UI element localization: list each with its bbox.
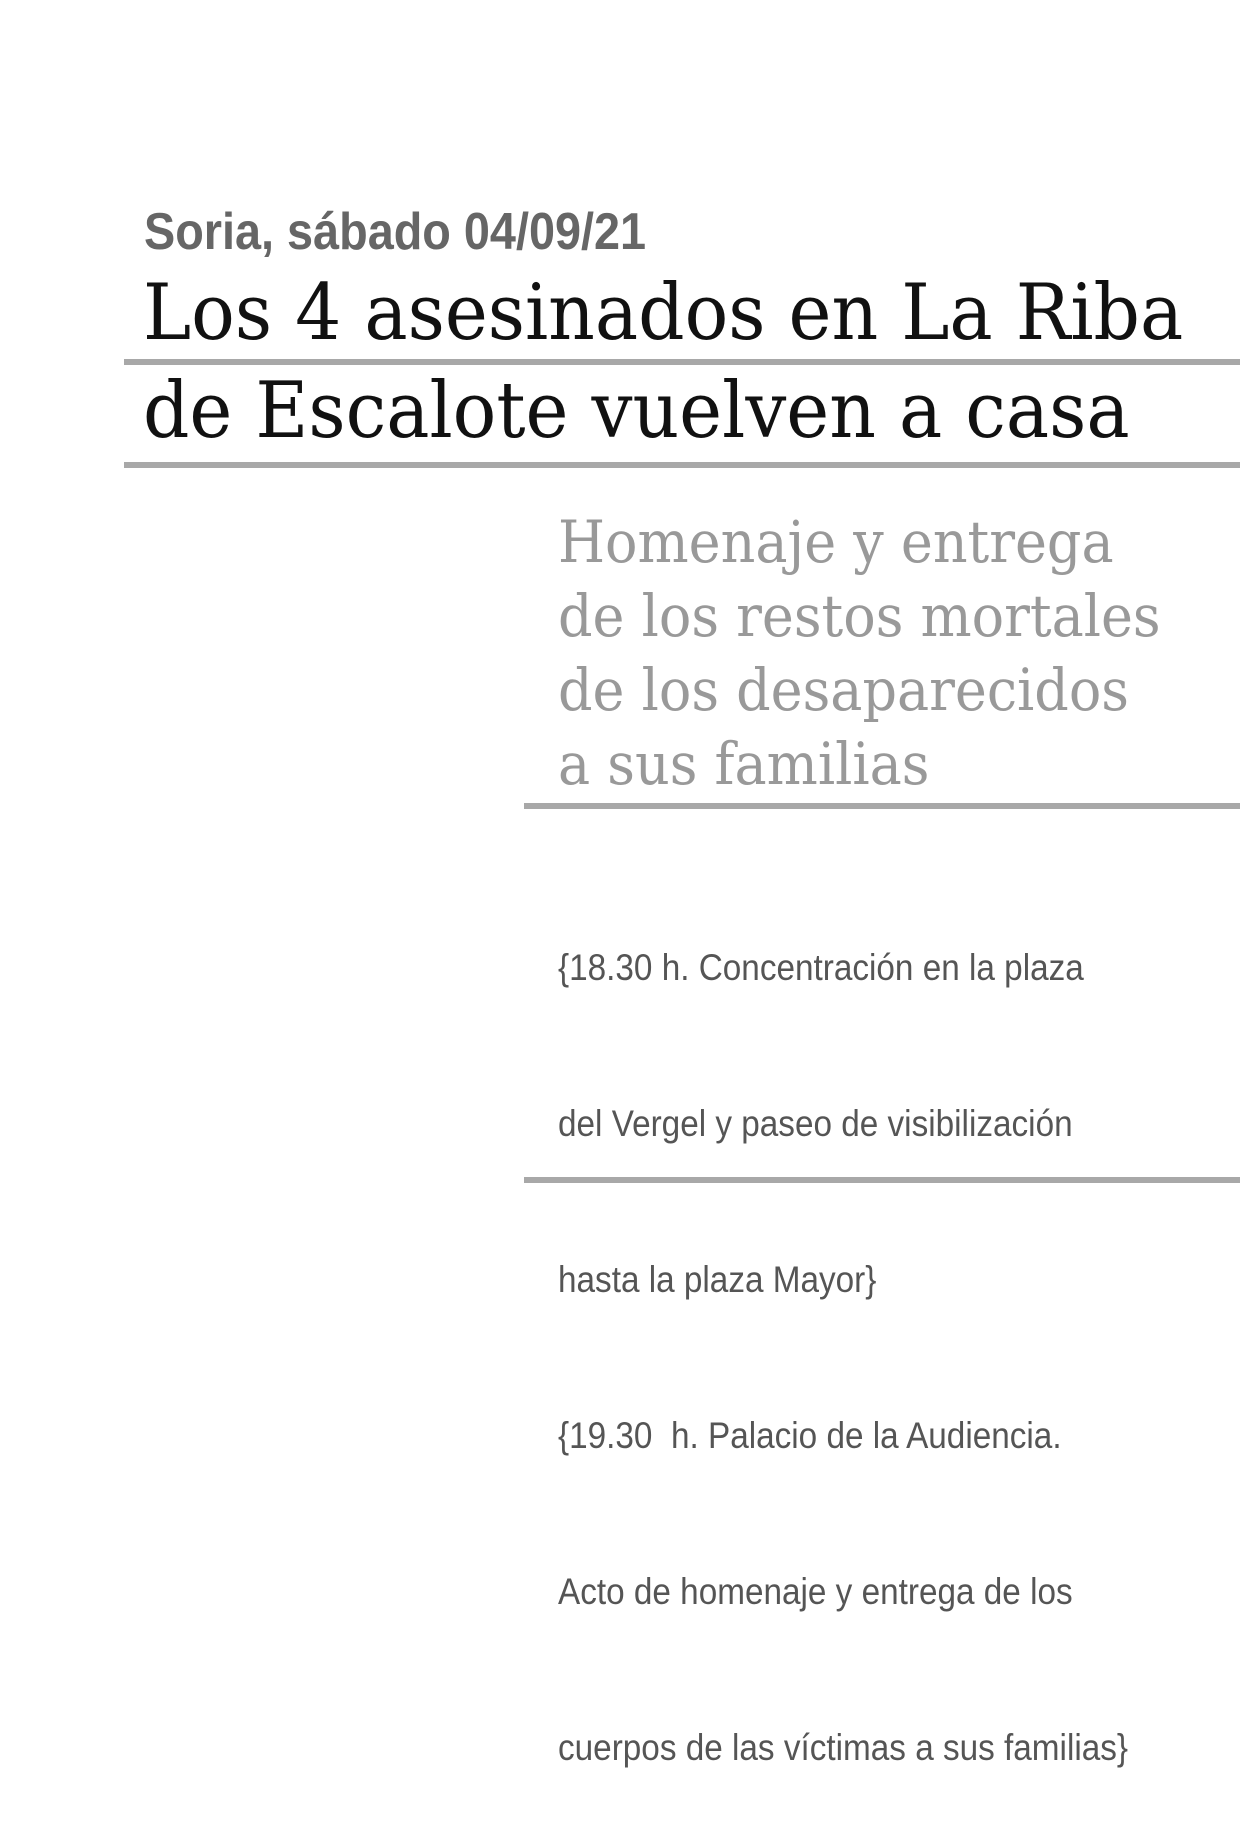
headline-line-1: Los 4 asesinados en La Riba [143,268,1184,358]
subtitle-line: Homenaje y entrega [558,508,1114,576]
schedule-line: hasta la plaza Mayor} [558,1259,877,1300]
subtitle-line: de los desaparecidos [558,656,1129,724]
subtitle-line: a sus familias [558,730,930,798]
divider-rule [524,1177,1240,1183]
headline-line-2: de Escalote vuelven a casa [143,366,1130,456]
schedule-line: Acto de homenaje y entrega de los [558,1571,1073,1612]
divider-rule [124,359,1240,365]
subtitle-block [558,505,1206,801]
divider-rule [524,803,1240,809]
dateline: Soria, sábado 04/09/21 [144,203,647,261]
divider-rule [124,462,1240,468]
schedule-block [558,838,1191,1826]
subtitle-line: de los restos mortales [558,582,1161,650]
schedule-line: {18.30 h. Concentración en la plaza [558,947,1084,988]
schedule-line: cuerpos de las víctimas a sus familias} [558,1727,1129,1768]
schedule-line: del Vergel y paseo de visibilización [558,1103,1073,1144]
schedule-line: {19.30 h. Palacio de la Audiencia. [558,1415,1062,1456]
